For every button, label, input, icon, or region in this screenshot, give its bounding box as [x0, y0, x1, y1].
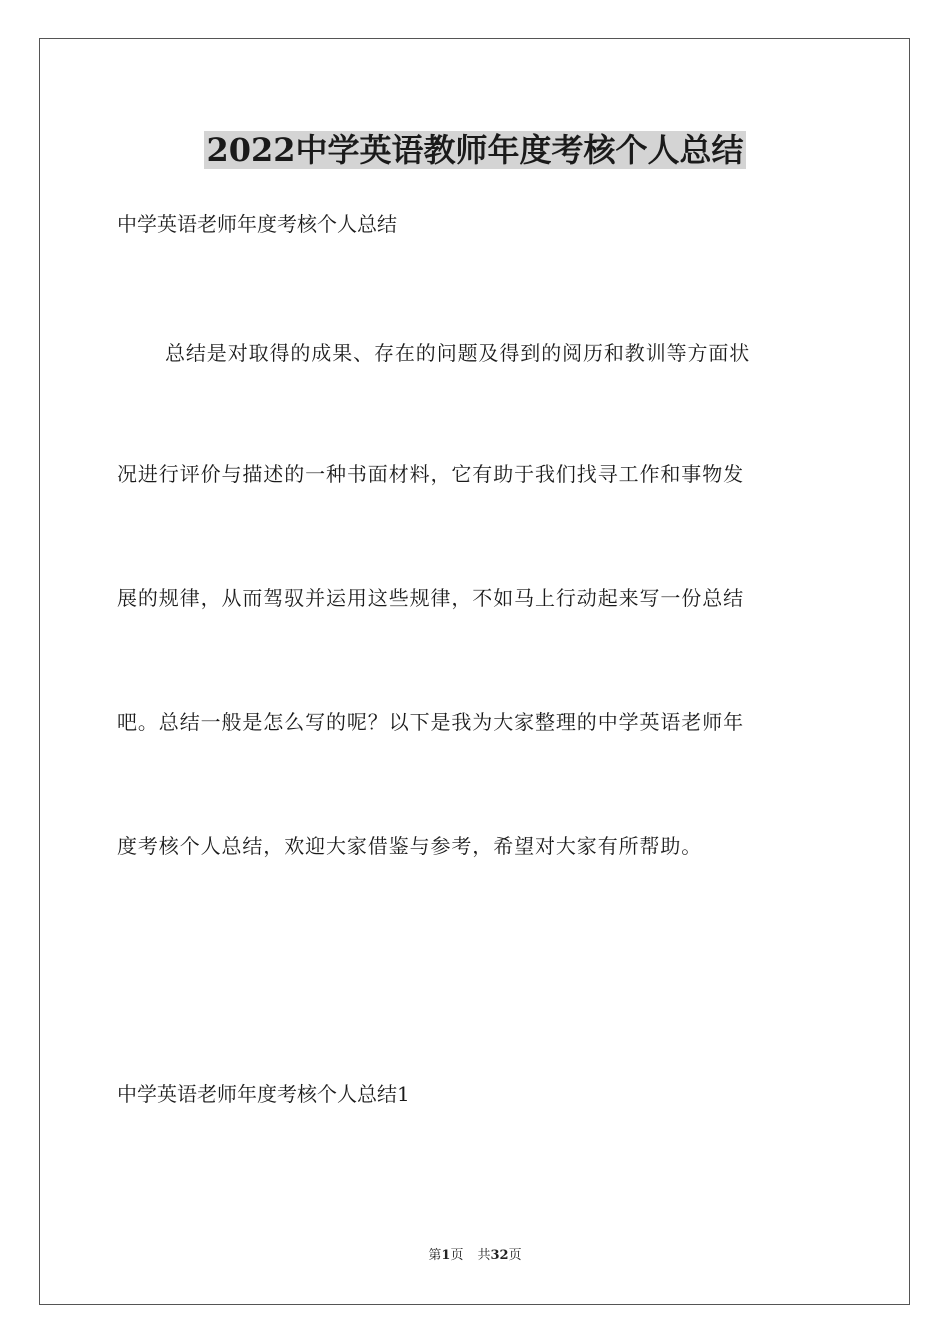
- paragraph-line-3: 展的规律，从而驾驭并运用这些规律，不如马上行动起来写一份总结: [117, 586, 744, 610]
- paragraph-line-5: 度考核个人总结，欢迎大家借鉴与参考，希望对大家有所帮助。: [117, 834, 703, 858]
- document-title: [0, 128, 950, 172]
- paragraph-line-4: 吧。总结一般是怎么写的呢？以下是我为大家整理的中学英语老师年: [117, 710, 744, 734]
- paragraph-line-2: 况进行评价与描述的一种书面材料，它有助于我们找寻工作和事物发: [117, 462, 744, 486]
- document-title-text: 2022中学英语教师年度考核个人总结: [206, 131, 744, 169]
- footer-total-prefix: 共: [477, 1248, 491, 1263]
- footer-page-suffix: 页: [450, 1248, 464, 1263]
- footer-total-pages: 32: [490, 1248, 509, 1263]
- section-heading: 中学英语老师年度考核个人总结1: [117, 1082, 410, 1106]
- footer-page-prefix: 第: [428, 1248, 442, 1263]
- footer-page-number: 1: [441, 1248, 451, 1263]
- document-subtitle: 中学英语老师年度考核个人总结: [117, 212, 397, 236]
- paragraph-line-1: 总结是对取得的成果、存在的问题及得到的阅历和教训等方面状: [165, 341, 751, 365]
- page-footer: [0, 1247, 950, 1265]
- footer-total-suffix: 页: [508, 1248, 522, 1263]
